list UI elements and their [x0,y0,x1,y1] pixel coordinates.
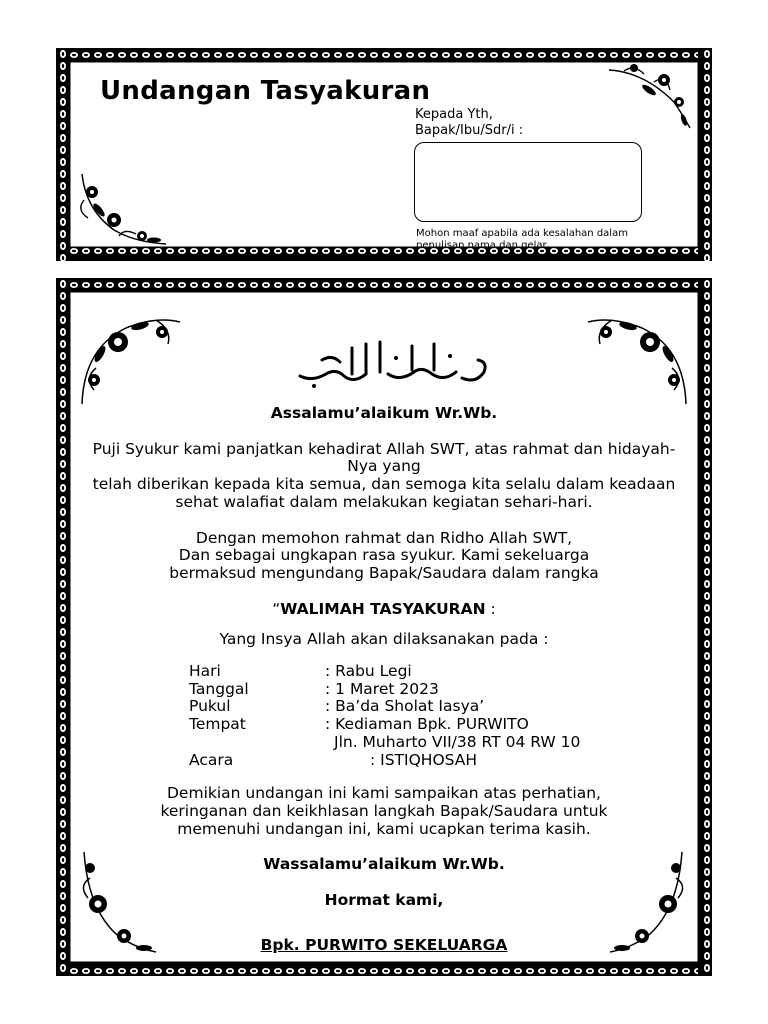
tanggal-label: Tanggal [189,680,249,698]
tempat-label: Tempat [189,715,246,733]
pukul-value: : Ba’da Sholat Iasya’ [325,697,485,715]
event-quote: “ [272,600,281,618]
event-colon: : [485,600,496,618]
event-heading [40,600,728,618]
pukul-label: Pukul [189,697,231,715]
tempat-value: : Kediaman Bpk. PURWITO [325,715,529,733]
closing-line-3: memenuhi undangan ini, kami ucapkan terima kasih. [177,820,591,838]
closing-line-2: keringanan dan keikhlasan langkah Bapak/Saudara untuk [160,802,608,820]
bismillah-calligraphy-icon [292,336,492,392]
hari-value: : Rabu Legi [325,662,412,680]
paragraph-1-line-3: telah diberikan kepada kita semua, dan semoga kita selalu dalam keadaan [92,475,676,493]
paragraph-2-line-3: bermaksud mengundang Bapak/Saudara dalam rangka [169,564,599,582]
farewell: Wassalamu’alaikum Wr.Wb. [263,855,505,873]
closing-line-1: Demikian undangan ini kami sampaikan atas perhatian, [167,784,601,802]
paragraph-2-line-1: Dengan memohon rahmat dan Ridho Allah SWT, [195,529,573,547]
acara-label: Acara [189,751,234,769]
paragraph-1-line-1: Puji Syukur kami panjatkan kehadirat Allah SWT, atas rahmat dan hidayah- [92,440,676,458]
tanggal-value: : 1 Maret 2023 [325,680,439,698]
recipient-line2: Bapak/Ibu/Sdr/i : [415,123,524,138]
recipient-name-box [414,142,642,222]
regards: Hormat kami, [324,891,444,909]
paragraph-1-line-4: sehat walafiat dalam melakukan kegiatan sehari-hari. [175,493,593,511]
floral-corner-icon [76,308,184,408]
event-name: WALIMAH TASYAKURAN [280,600,486,618]
signature: Bpk. PURWITO SEKELUARGA [260,936,508,954]
floral-corner-icon [604,62,694,132]
acara-value: : ISTIQHOSAH [370,751,478,769]
floral-corner-icon [584,308,692,408]
tempat-value-address: Jln. Muharto VII/38 RT 04 RW 10 [334,733,581,751]
paragraph-2-line-2: Dan sebagai ungkapan rasa syukur. Kami sekeluarga [178,546,590,564]
recipient-line1: Kepada Yth, [415,107,493,122]
recipient-label [415,107,523,139]
greeting: Assalamu’alaikum Wr.Wb. [270,404,498,422]
apology-note: Mohon maaf apabila ada kesalahan dalam penulisan nama dan gelar [416,228,628,251]
schedule-intro: Yang Insya Allah akan dilaksanakan pada : [219,630,549,648]
hari-label: Hari [189,662,221,680]
envelope-title: Undangan Tasyakuran [100,76,431,106]
paragraph-1-line-2: Nya yang [347,457,421,475]
floral-corner-icon [74,170,169,248]
